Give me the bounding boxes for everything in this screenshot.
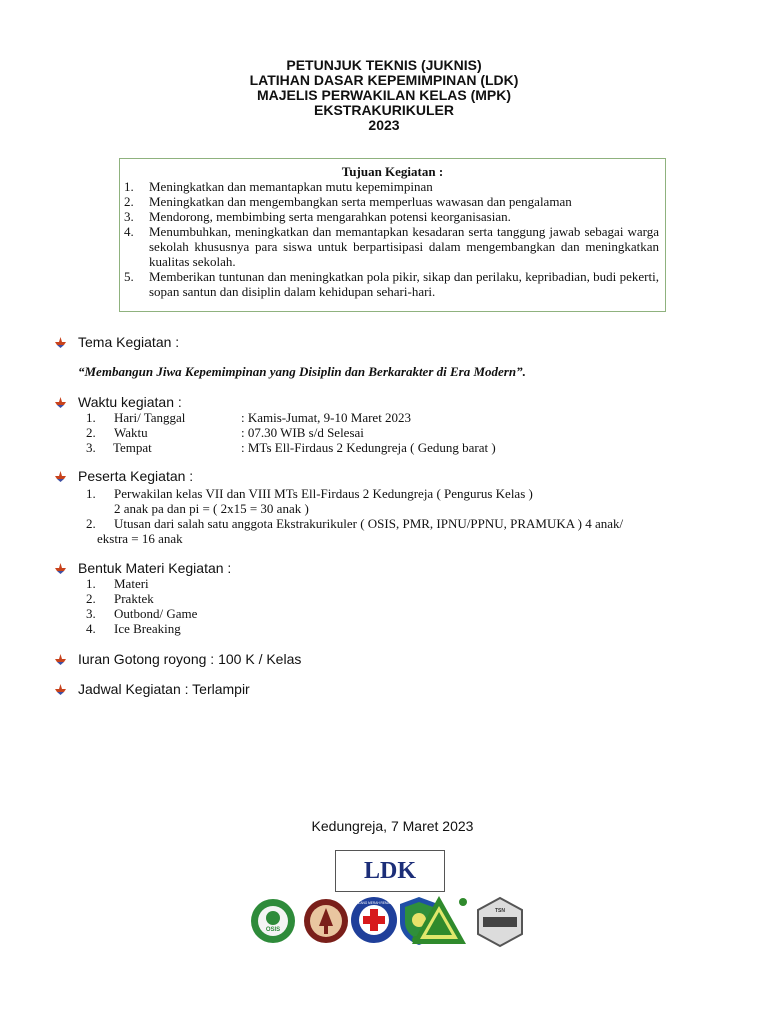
bullet-icon [55,337,66,348]
row-number: 3. [86,606,96,621]
goal-number: 1. [124,179,134,194]
goal-text [149,179,659,194]
row-label: Hari/ Tanggal [114,410,186,425]
organization-logos [248,892,533,950]
participant-line: ekstra = 16 anak [97,531,183,546]
bullet-icon [55,654,66,665]
row-number: 4. [86,621,96,636]
row-label: Waktu [114,425,148,440]
bullet-icon [55,563,66,574]
goal-text [149,194,659,209]
goal-line: kepribadian, budi pekerti, sopan santun dan disiplin dalam kehidupan sehari-hari. [149,269,659,299]
material-item [86,591,386,606]
title-line-4: EKSTRAKURIKULER [314,102,454,118]
goal-line: Menumbuhkan, meningkatkan dan memantapkan kesadaran serta tanggung jawab [149,224,581,239]
agenda-label: Jadwal Kegiatan : Terlampir [78,681,250,697]
goal-line: mengembangkan dan meningkatkan kualitas sekolah. [149,239,660,269]
goal-line: sebagai warga sekolah khususnya para siswa untuk berpartisipasi dalam [149,224,659,254]
schedule-row [86,440,686,455]
goal-text [149,269,659,299]
row-value: : Kamis-Jumat, 9-10 Maret 2023 [241,410,412,425]
participants-label: Peserta Kegiatan : [78,468,194,484]
pmr-logo-text: PALANG MERAH REMAJA [354,901,394,905]
theme-label: Tema Kegiatan : [78,334,180,350]
row-number: 2. [86,591,96,606]
ippnu-logo-icon [408,892,470,950]
materials-label: Bentuk Materi Kegiatan : [78,560,232,576]
material-item [86,576,386,591]
participant-number: 1. [86,486,96,501]
goal-number: 3. [124,209,134,224]
goal-item [124,194,659,209]
goal-text [149,224,659,269]
participant-number: 2. [86,516,96,531]
schedule-row [86,425,686,440]
title-line-3: MAJELIS PERWAKILAN KELAS (MPK) [256,87,512,103]
row-number: 1. [86,410,96,425]
goal-item [124,179,659,194]
goal-text [149,209,659,224]
pmr-logo-icon [350,896,398,944]
row-label: Tempat [113,440,152,455]
title-line-5: 2023 [368,117,400,133]
participant-line: Utusan dari salah satu anggota Ekstrakurikuler ( OSIS, PMR, IPNU/PPNU, PRAMUKA ) 4 anak/ [114,516,624,531]
goal-line: Meningkatkan dan mengembangkan serta memperluas wawasan dan pengalaman [149,194,572,209]
material-item [86,621,386,636]
goals-heading: Tujuan Kegiatan : [341,164,444,179]
title-line-1: PETUNJUK TEKNIS (JUKNIS) [286,57,482,73]
place-date: Kedungreja, 7 Maret 2023 [311,818,474,834]
goal-item [124,209,659,224]
material-text: Ice Breaking [114,621,181,636]
material-text: Praktek [114,591,154,606]
row-value: : MTs Ell-Firdaus 2 Kedungreja ( Gedung barat ) [241,440,496,455]
material-text: Outbond/ Game [114,606,198,621]
row-number: 1. [86,576,96,591]
goal-number: 4. [124,224,134,239]
participant-line: 2 anak pa dan pi = ( 2x15 = 30 anak ) [114,501,309,516]
row-number: 3. [86,440,96,455]
fee-section [55,651,301,667]
scout-logo-icon [303,898,349,944]
fee-label: Iuran Gotong royong : 100 K / Kelas [78,651,302,667]
bullet-icon [55,397,66,408]
osis-logo-icon [250,898,296,944]
participant-line: Perwakilan kelas VII dan VIII MTs Ell-Firdaus 2 Kedungreja ( Pengurus Kelas ) [114,486,533,501]
schedule-section [55,394,182,410]
osis-logo-text: OSIS [265,927,281,933]
tsn-logo-text: TSN [495,908,505,914]
goal-number: 2. [124,194,134,209]
participants-section [55,468,193,484]
materials-list [86,576,386,636]
bullet-icon [55,471,66,482]
goal-item [124,224,659,269]
bullet-icon [55,684,66,695]
row-value: : 07.30 WIB s/d Selesai [241,425,364,440]
goals-list [124,179,659,299]
schedule-label: Waktu kegiatan : [78,394,182,410]
goals-box [119,158,666,312]
tsn-logo-icon [474,896,526,948]
document-title [0,58,768,133]
goal-line: Memberikan tuntunan dan meningkatkan pola pikir, sikap dan perilaku, [149,269,522,284]
goal-number: 5. [124,269,134,284]
theme-text: “Membangun Jiwa Kepemimpinan yang Disiplin dan Berkarakter di Era Modern”. [78,364,526,379]
agenda-section [55,681,250,697]
title-line-2: LATIHAN DASAR KEPEMIMPINAN (LDK) [249,72,519,88]
theme-section [55,334,179,350]
material-item [86,606,386,621]
schedule-list [86,410,686,455]
material-text: Materi [114,576,149,591]
row-number: 2. [86,425,96,440]
materials-section [55,560,231,576]
goal-item [124,269,659,299]
schedule-row [86,410,686,425]
ldk-badge: LDK [335,850,445,892]
goal-line: Meningkatkan dan memantapkan mutu kepemimpinan [149,179,433,194]
goal-line: Mendorong, membimbing serta mengarahkan potensi keorganisasian. [149,209,511,224]
